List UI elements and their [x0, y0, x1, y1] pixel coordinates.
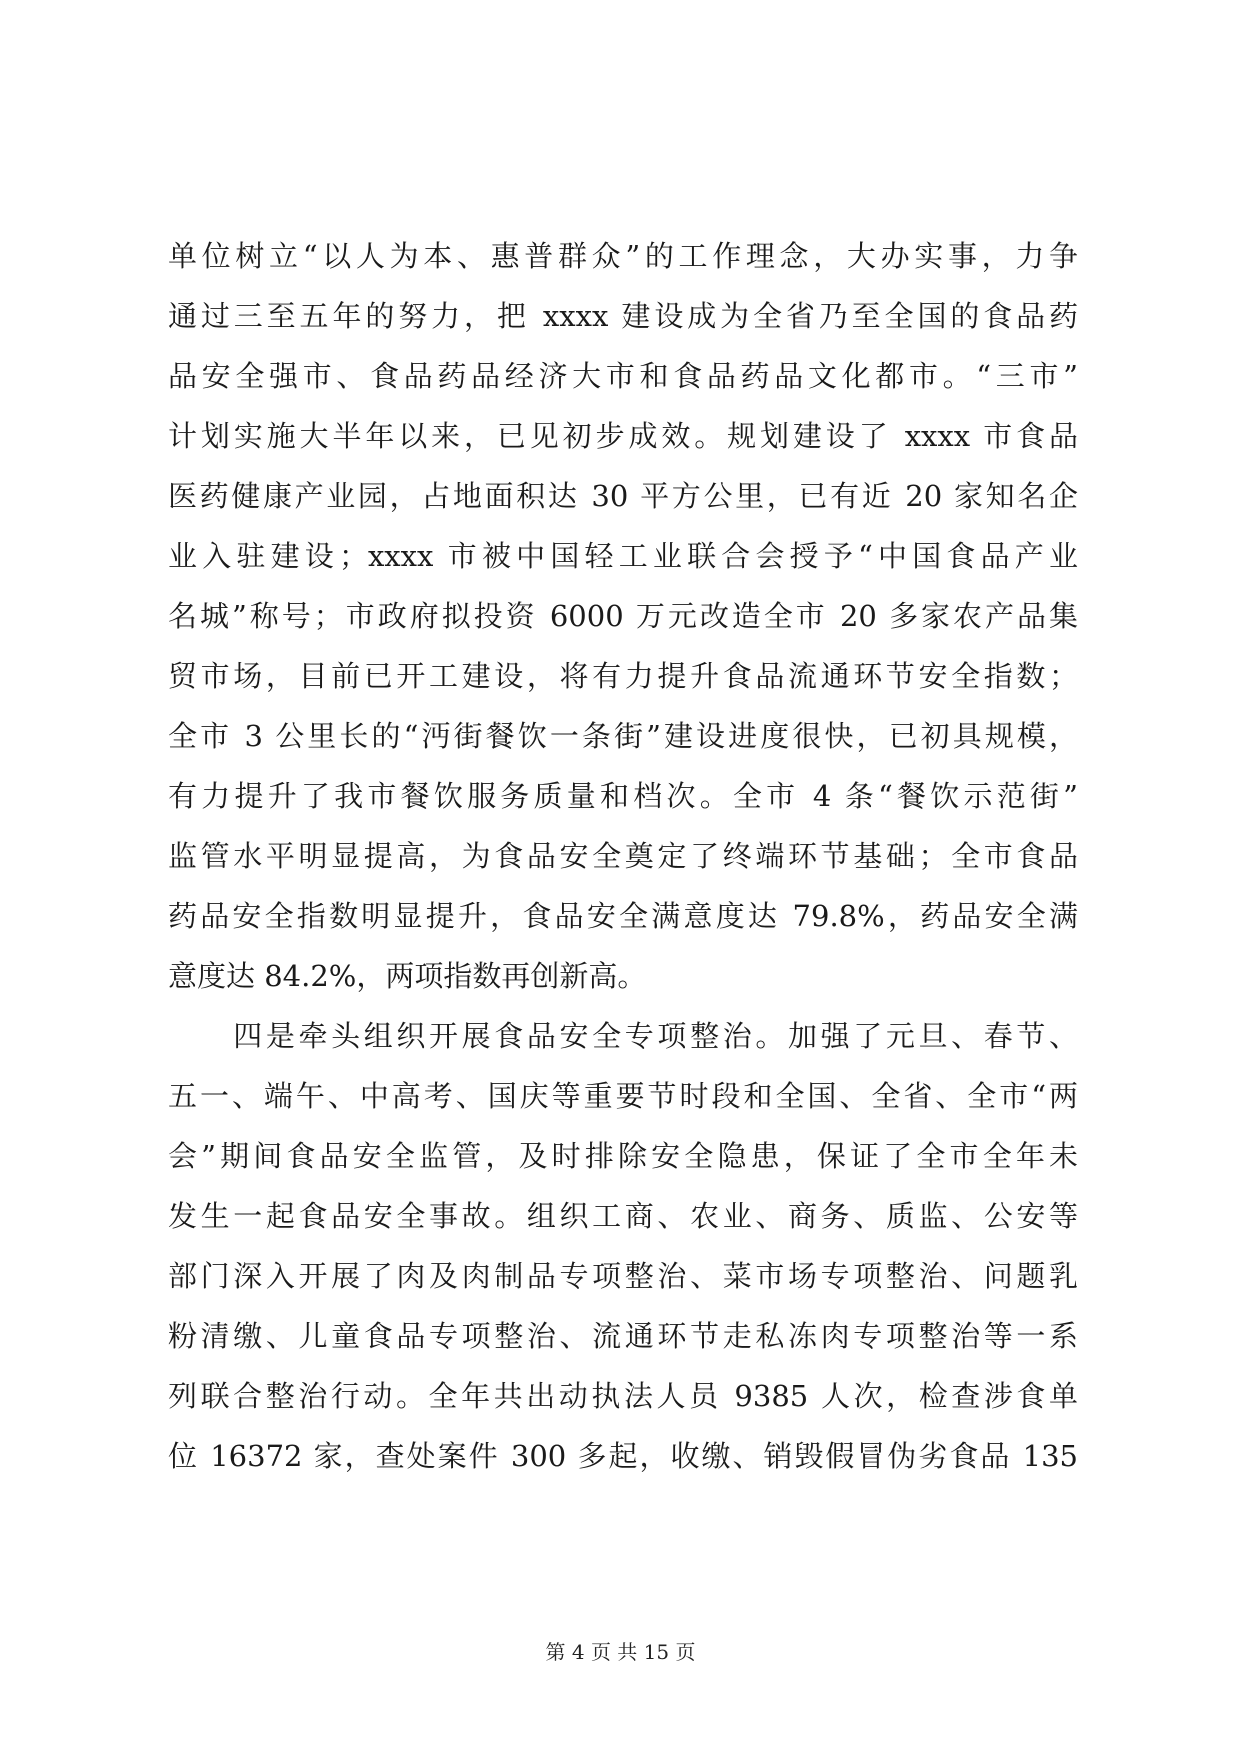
page-indicator: 第 4 页 共 15 页 — [545, 1640, 696, 1664]
text-line: 粉清缴、儿童食品专项整治、流通环节走私冻肉专项整治等一系 — [168, 1319, 1078, 1353]
text-line: 品安全强市、食品药品经济大市和食品药品文化都市。“三市” — [168, 359, 1078, 393]
text-line: 四是牵头组织开展食品安全专项整治。加强了元旦、春节、 — [168, 1019, 1078, 1053]
text-line: 业入驻建设；xxxx 市被中国轻工业联合会授予“中国食品产业 — [168, 539, 1078, 573]
text-line: 计划实施大半年以来，已见初步成效。规划建设了 xxxx 市食品 — [168, 419, 1078, 453]
text-line: 五一、端午、中高考、国庆等重要节时段和全国、全省、全市“两 — [168, 1079, 1078, 1113]
text-line: 发生一起食品安全事故。组织工商、农业、商务、质监、公安等 — [168, 1199, 1078, 1233]
text-line: 药品安全指数明显提升，食品安全满意度达 79.8%，药品安全满 — [168, 899, 1078, 933]
text-line: 位 16372 家，查处案件 300 多起，收缴、销毁假冒伪劣食品 135 — [168, 1439, 1078, 1473]
text-line: 医药健康产业园，占地面积达 30 平方公里，已有近 20 家知名企 — [168, 479, 1078, 513]
text-line: 会”期间食品安全监管，及时排除安全隐患，保证了全市全年未 — [168, 1139, 1078, 1173]
document-body — [168, 226, 1078, 1486]
text-line: 单位树立“以人为本、惠普群众”的工作理念，大办实事，力争 — [168, 239, 1078, 273]
text-line: 有力提升了我市餐饮服务质量和档次。全市 4 条“餐饮示范街” — [168, 779, 1078, 813]
text-line: 意度达 84.2%，两项指数再创新高。 — [168, 959, 647, 993]
text-line: 通过三至五年的努力，把 xxxx 建设成为全省乃至全国的食品药 — [168, 299, 1078, 333]
text-line: 名城”称号；市政府拟投资 6000 万元改造全市 20 多家农产品集 — [168, 599, 1078, 633]
text-line: 部门深入开展了肉及肉制品专项整治、菜市场专项整治、问题乳 — [168, 1259, 1078, 1293]
text-line: 全市 3 公里长的“沔街餐饮一条街”建设进度很快，已初具规模， — [168, 719, 1078, 753]
text-line: 监管水平明显提高，为食品安全奠定了终端环节基础；全市食品 — [168, 839, 1078, 873]
text-line: 贸市场，目前已开工建设，将有力提升食品流通环节安全指数； — [168, 659, 1078, 693]
text-line: 列联合整治行动。全年共出动执法人员 9385 人次，检查涉食单 — [168, 1379, 1078, 1413]
